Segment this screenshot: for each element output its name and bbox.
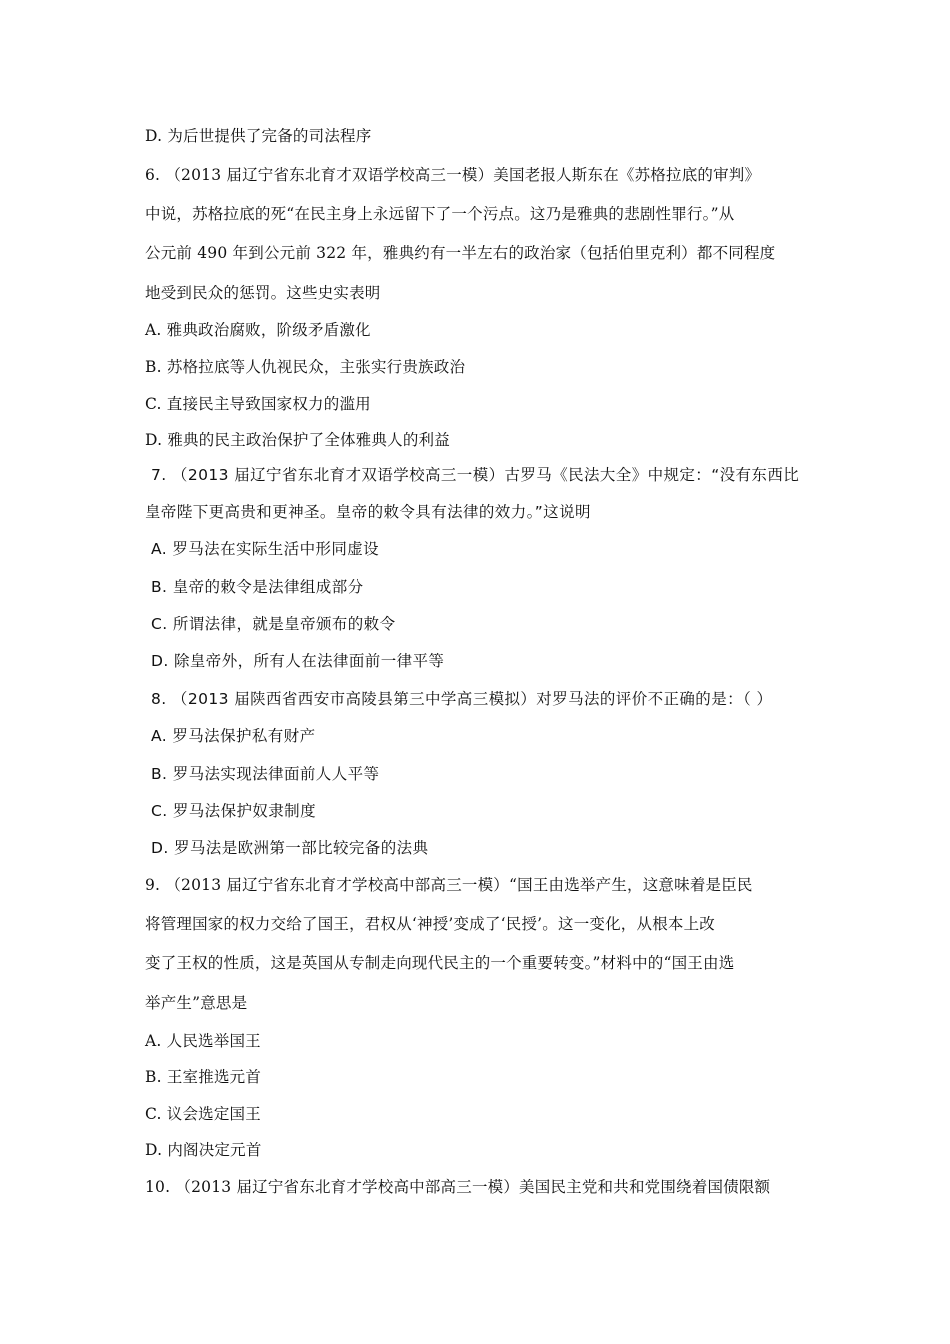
q7-option-c: C. 所谓法律，就是皇帝颁布的敕令 xyxy=(151,615,396,633)
q8-option-c: C. 罗马法保护奴隶制度 xyxy=(151,802,316,820)
q6-option-c: C. 直接民主导致国家权力的滥用 xyxy=(145,395,371,413)
q6-option-b: B. 苏格拉底等人仇视民众，主张实行贵族政治 xyxy=(145,358,466,376)
q9-option-c: C. 议会选定国王 xyxy=(145,1105,261,1123)
q9-option-b: B. 王室推选元首 xyxy=(145,1068,262,1086)
q9-stem-line-1: 9. （2013 届辽宁省东北育才学校高中部高三一模）“国王由选举产生，这意味着是臣民 xyxy=(145,876,753,894)
q7-stem-line-1: 7. （2013 届辽宁省东北育才双语学校高三一模）古罗马《民法大全》中规定：“没有东西比 xyxy=(151,466,800,484)
q9-stem-line-4: 举产生”意思是 xyxy=(145,994,248,1012)
q8-stem: 8. （2013 届陕西省西安市高陵县第三中学高三模拟）对罗马法的评价不正确的是：（ ） xyxy=(151,690,773,708)
q8-option-d: D. 罗马法是欧洲第一部比较完备的法典 xyxy=(151,839,429,857)
q6-stem-line-4: 地受到民众的惩罚。这些史实表明 xyxy=(145,284,381,302)
q10-stem-line-1: 10. （2013 届辽宁省东北育才学校高中部高三一模）美国民主党和共和党围绕着国债限额 xyxy=(145,1178,771,1196)
q9-stem-line-3: 变了王权的性质，这是英国从专制走向现代民主的一个重要转变。”材料中的“国王由选 xyxy=(145,954,735,972)
q8-option-a: A. 罗马法保护私有财产 xyxy=(151,727,316,745)
q9-option-d: D. 内阁决定元首 xyxy=(145,1141,262,1159)
q6-stem-line-3: 公元前 490 年到公元前 322 年，雅典约有一半左右的政治家（包括伯里克利）都不同程度 xyxy=(145,244,776,262)
q6-stem-line-1: 6. （2013 届辽宁省东北育才双语学校高三一模）美国老报人斯东在《苏格拉底的审判》 xyxy=(145,166,761,184)
q9-option-a: A. 人民选举国王 xyxy=(145,1032,261,1050)
q9-stem-line-2: 将管理国家的权力交给了国王，君权从‘神授’变成了‘民授’。这一变化，从根本上改 xyxy=(145,915,716,933)
q7-option-b: B. 皇帝的敕令是法律组成部分 xyxy=(151,578,364,596)
q7-option-a: A. 罗马法在实际生活中形同虚设 xyxy=(151,540,380,558)
q8-option-b: B. 罗马法实现法律面前人人平等 xyxy=(151,765,380,783)
q6-stem-line-2: 中说，苏格拉底的死“在民主身上永远留下了一个污点。这乃是雅典的悲剧性罪行。”从 xyxy=(145,205,735,223)
q7-stem-line-2: 皇帝陛下更高贵和更神圣。皇帝的敕令具有法律的效力。”这说明 xyxy=(145,503,591,521)
q7-option-d: D. 除皇帝外，所有人在法律面前一律平等 xyxy=(151,652,445,670)
q6-option-a: A. 雅典政治腐败，阶级矛盾激化 xyxy=(145,321,371,339)
q5-option-d: D. 为后世提供了完备的司法程序 xyxy=(145,127,372,145)
q6-option-d: D. 雅典的民主政治保护了全体雅典人的利益 xyxy=(145,431,450,449)
